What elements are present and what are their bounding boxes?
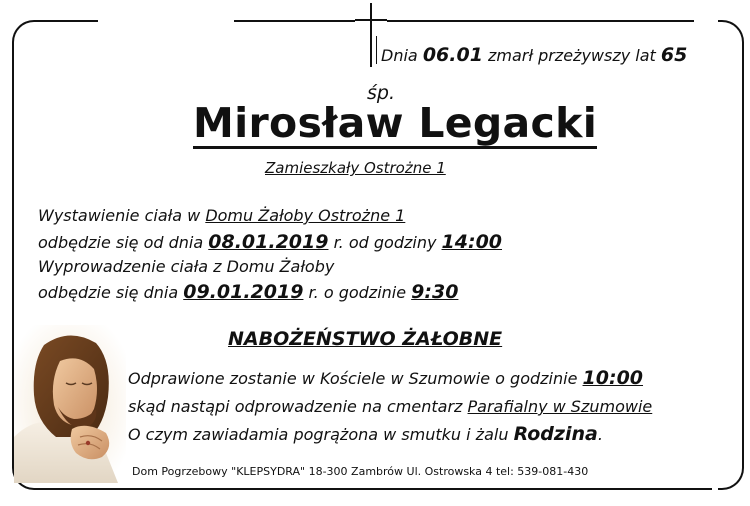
praying-jesus-portrait-icon (14, 325, 126, 483)
frame-top-line-left (38, 20, 98, 22)
service-time: 10:00 (582, 367, 644, 389)
residence: Zamieszkały Ostrożne 1 (265, 159, 446, 177)
deceased-name: Mirosław Legacki (193, 99, 598, 147)
service-line-3-prefix: O czym zawiadamia pogrążona w smutku i żalu (128, 425, 509, 444)
footer-funeral-home: Dom Pogrzebowy "KLEPSYDRA" 18-300 Zambrów Ul. Ostrowska 4 tel: 539-081-430 (132, 465, 589, 478)
sp-label: śp. (367, 82, 395, 104)
viewing-line-1-prefix: Wystawienie ciała w (38, 206, 201, 225)
service-line-2-prefix: skąd nastąpi odprowadzenie na cmentarz (128, 397, 463, 416)
procession-date: 09.01.2019 (183, 281, 304, 303)
viewing-line-2-prefix: odbędzie się od dnia (38, 233, 204, 252)
death-date: 06.01 (422, 44, 483, 66)
viewing-date: 08.01.2019 (208, 231, 329, 253)
procession-time: 9:30 (411, 281, 459, 303)
frame-bottom-line (38, 488, 712, 490)
viewing-place: Domu Żałoby Ostrożne 1 (205, 206, 406, 225)
viewing-line-4-prefix: odbędzie się dnia (38, 283, 179, 302)
death-line-marker (376, 36, 377, 64)
family-label: Rodzina (513, 423, 598, 445)
service-title: NABOŻEŃSTWO ŻAŁOBNE (228, 328, 503, 350)
service-line-1 (128, 367, 643, 389)
cross-icon-vertical (370, 3, 372, 67)
frame-top-line-mid (234, 20, 355, 22)
death-announcement (381, 44, 687, 66)
viewing-line-2 (38, 231, 502, 253)
death-prefix: Dnia (381, 46, 418, 65)
service-line-3 (128, 423, 603, 445)
frame-top-line-right (387, 20, 694, 22)
death-middle: zmarł przeżywszy lat (488, 46, 656, 65)
viewing-line-4 (38, 281, 458, 303)
frame-right-bracket (718, 20, 744, 490)
viewing-time: 14:00 (441, 231, 503, 253)
cross-icon-horizontal (355, 19, 387, 21)
service-line-1-prefix: Odprawione zostanie w Kościele w Szumowie o godzinie (128, 369, 578, 388)
viewing-line-2-middle: r. od godziny (333, 233, 437, 252)
age: 65 (660, 44, 688, 66)
service-line-3-suffix: . (597, 425, 603, 444)
viewing-line-4-middle: r. o godzinie (308, 283, 407, 302)
cemetery-place: Parafialny w Szumowie (467, 397, 653, 416)
service-line-2 (128, 397, 652, 416)
viewing-line-1 (38, 206, 405, 225)
viewing-line-3: Wyprowadzenie ciała z Domu Żałoby (38, 257, 335, 276)
